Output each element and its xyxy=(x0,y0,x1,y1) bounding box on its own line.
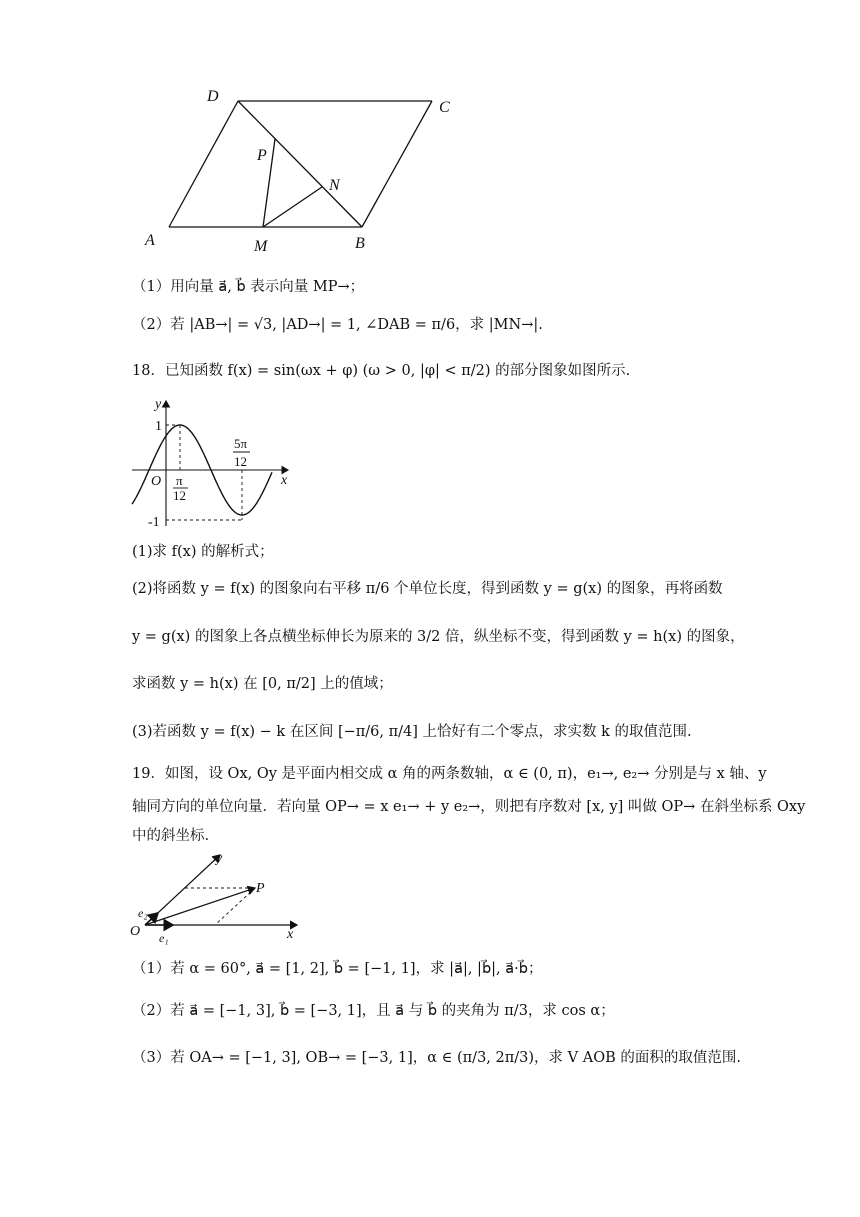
q19-part2: （2）若 a⃗ = [−1, 3], b⃗ = [−3, 1]，且 a⃗ 与 b⃗ 的夹角为 π/3，求 cos α； xyxy=(132,1003,615,1019)
guide-slanted xyxy=(215,888,255,925)
sine-graph-figure xyxy=(122,396,297,531)
q18-part1: (1)求 f(x) 的解析式； xyxy=(132,544,274,560)
tick-one: 1 xyxy=(155,419,162,434)
e1-label: e₁ xyxy=(159,931,169,945)
q18-part3: (3)若函数 y = f(x) − k 在区间 [−π/6, π/4] 上恰好有二个零点，求实数 k 的取值范围. xyxy=(132,724,692,740)
q19-stem-line1: 19．如图，设 Ox, Oy 是平面内相交成 α 角的两条数轴，α ∈ (0, π)，e₁→, e₂→ 分别是与 x 轴、y xyxy=(132,766,767,782)
q18-part2-line3: 求函数 y = h(x) 在 [0, π/2] 上的值域； xyxy=(132,676,393,692)
x-axis-label: x xyxy=(281,473,288,488)
tick-pi12-den: 12 xyxy=(173,488,186,503)
y-axis-label: y xyxy=(155,397,162,412)
e2-label: e₂ xyxy=(138,906,148,920)
label-b: B xyxy=(355,235,365,252)
q18-part2-line2: y = g(x) 的图象上各点横坐标伸长为原来的 3/2 倍，纵坐标不变，得到函数 y = h(x) 的图象， xyxy=(132,629,745,645)
y-axis-label: y xyxy=(216,851,223,866)
label-a: A xyxy=(145,232,155,249)
parallelogram-figure xyxy=(140,85,460,260)
segment-mn xyxy=(263,187,322,227)
q17-part2: （2）若 |AB→| = √3, |AD→| = 1, ∠DAB = π/6，求 |MN→|. xyxy=(132,317,543,333)
origin-label: O xyxy=(130,924,141,939)
oblique-coordinate-figure xyxy=(125,845,310,950)
label-m: M xyxy=(254,238,268,255)
q18-stem: 18．已知函数 f(x) = sin(ωx + φ) (ω > 0, |φ| < π/2) 的部分图象如图所示. xyxy=(132,363,631,379)
label-c: C xyxy=(439,99,450,116)
q17-part1: （1）用向量 a⃗, b⃗ 表示向量 MP→； xyxy=(132,279,365,295)
q18-part2-line1: (2)将函数 y = f(x) 的图象向右平移 π/6 个单位长度，得到函数 y = g(x) 的图象，再将函数 xyxy=(132,581,723,597)
edge-bc xyxy=(362,101,432,227)
label-p: P xyxy=(257,147,267,164)
q19-stem-line3: 中的斜坐标. xyxy=(132,828,210,844)
q19-part1: （1）若 α = 60°, a⃗ = [1, 2], b⃗ = [−1, 1]，求 |a⃗|, |b⃗|, a⃗·b⃗； xyxy=(132,961,543,977)
tick-pi12-num: π xyxy=(176,473,183,488)
q19-part3: （3）若 OA→ = [−1, 3], OB→ = [−3, 1]，α ∈ (π/3, 2π/3)，求 V AOB 的面积的取值范围. xyxy=(132,1050,741,1066)
tick-5pi12-num: 5π xyxy=(234,436,248,451)
q19-stem-line2: 轴同方向的单位向量．若向量 OP→ = x e₁→ + y e₂→，则把有序数对 [x, y] 叫做 OP→ 在斜坐标系 Oxy xyxy=(132,799,806,815)
origin-label: O xyxy=(151,474,162,489)
tick-neg-one: -1 xyxy=(148,515,160,530)
diagonal-db xyxy=(238,101,362,227)
tick-5pi12-den: 12 xyxy=(234,454,247,469)
label-n: N xyxy=(329,177,340,194)
label-d: D xyxy=(207,88,219,105)
vector-op xyxy=(145,888,255,925)
edge-ad xyxy=(169,101,238,227)
x-axis-label: x xyxy=(287,927,294,942)
point-p-label: P xyxy=(256,881,265,896)
